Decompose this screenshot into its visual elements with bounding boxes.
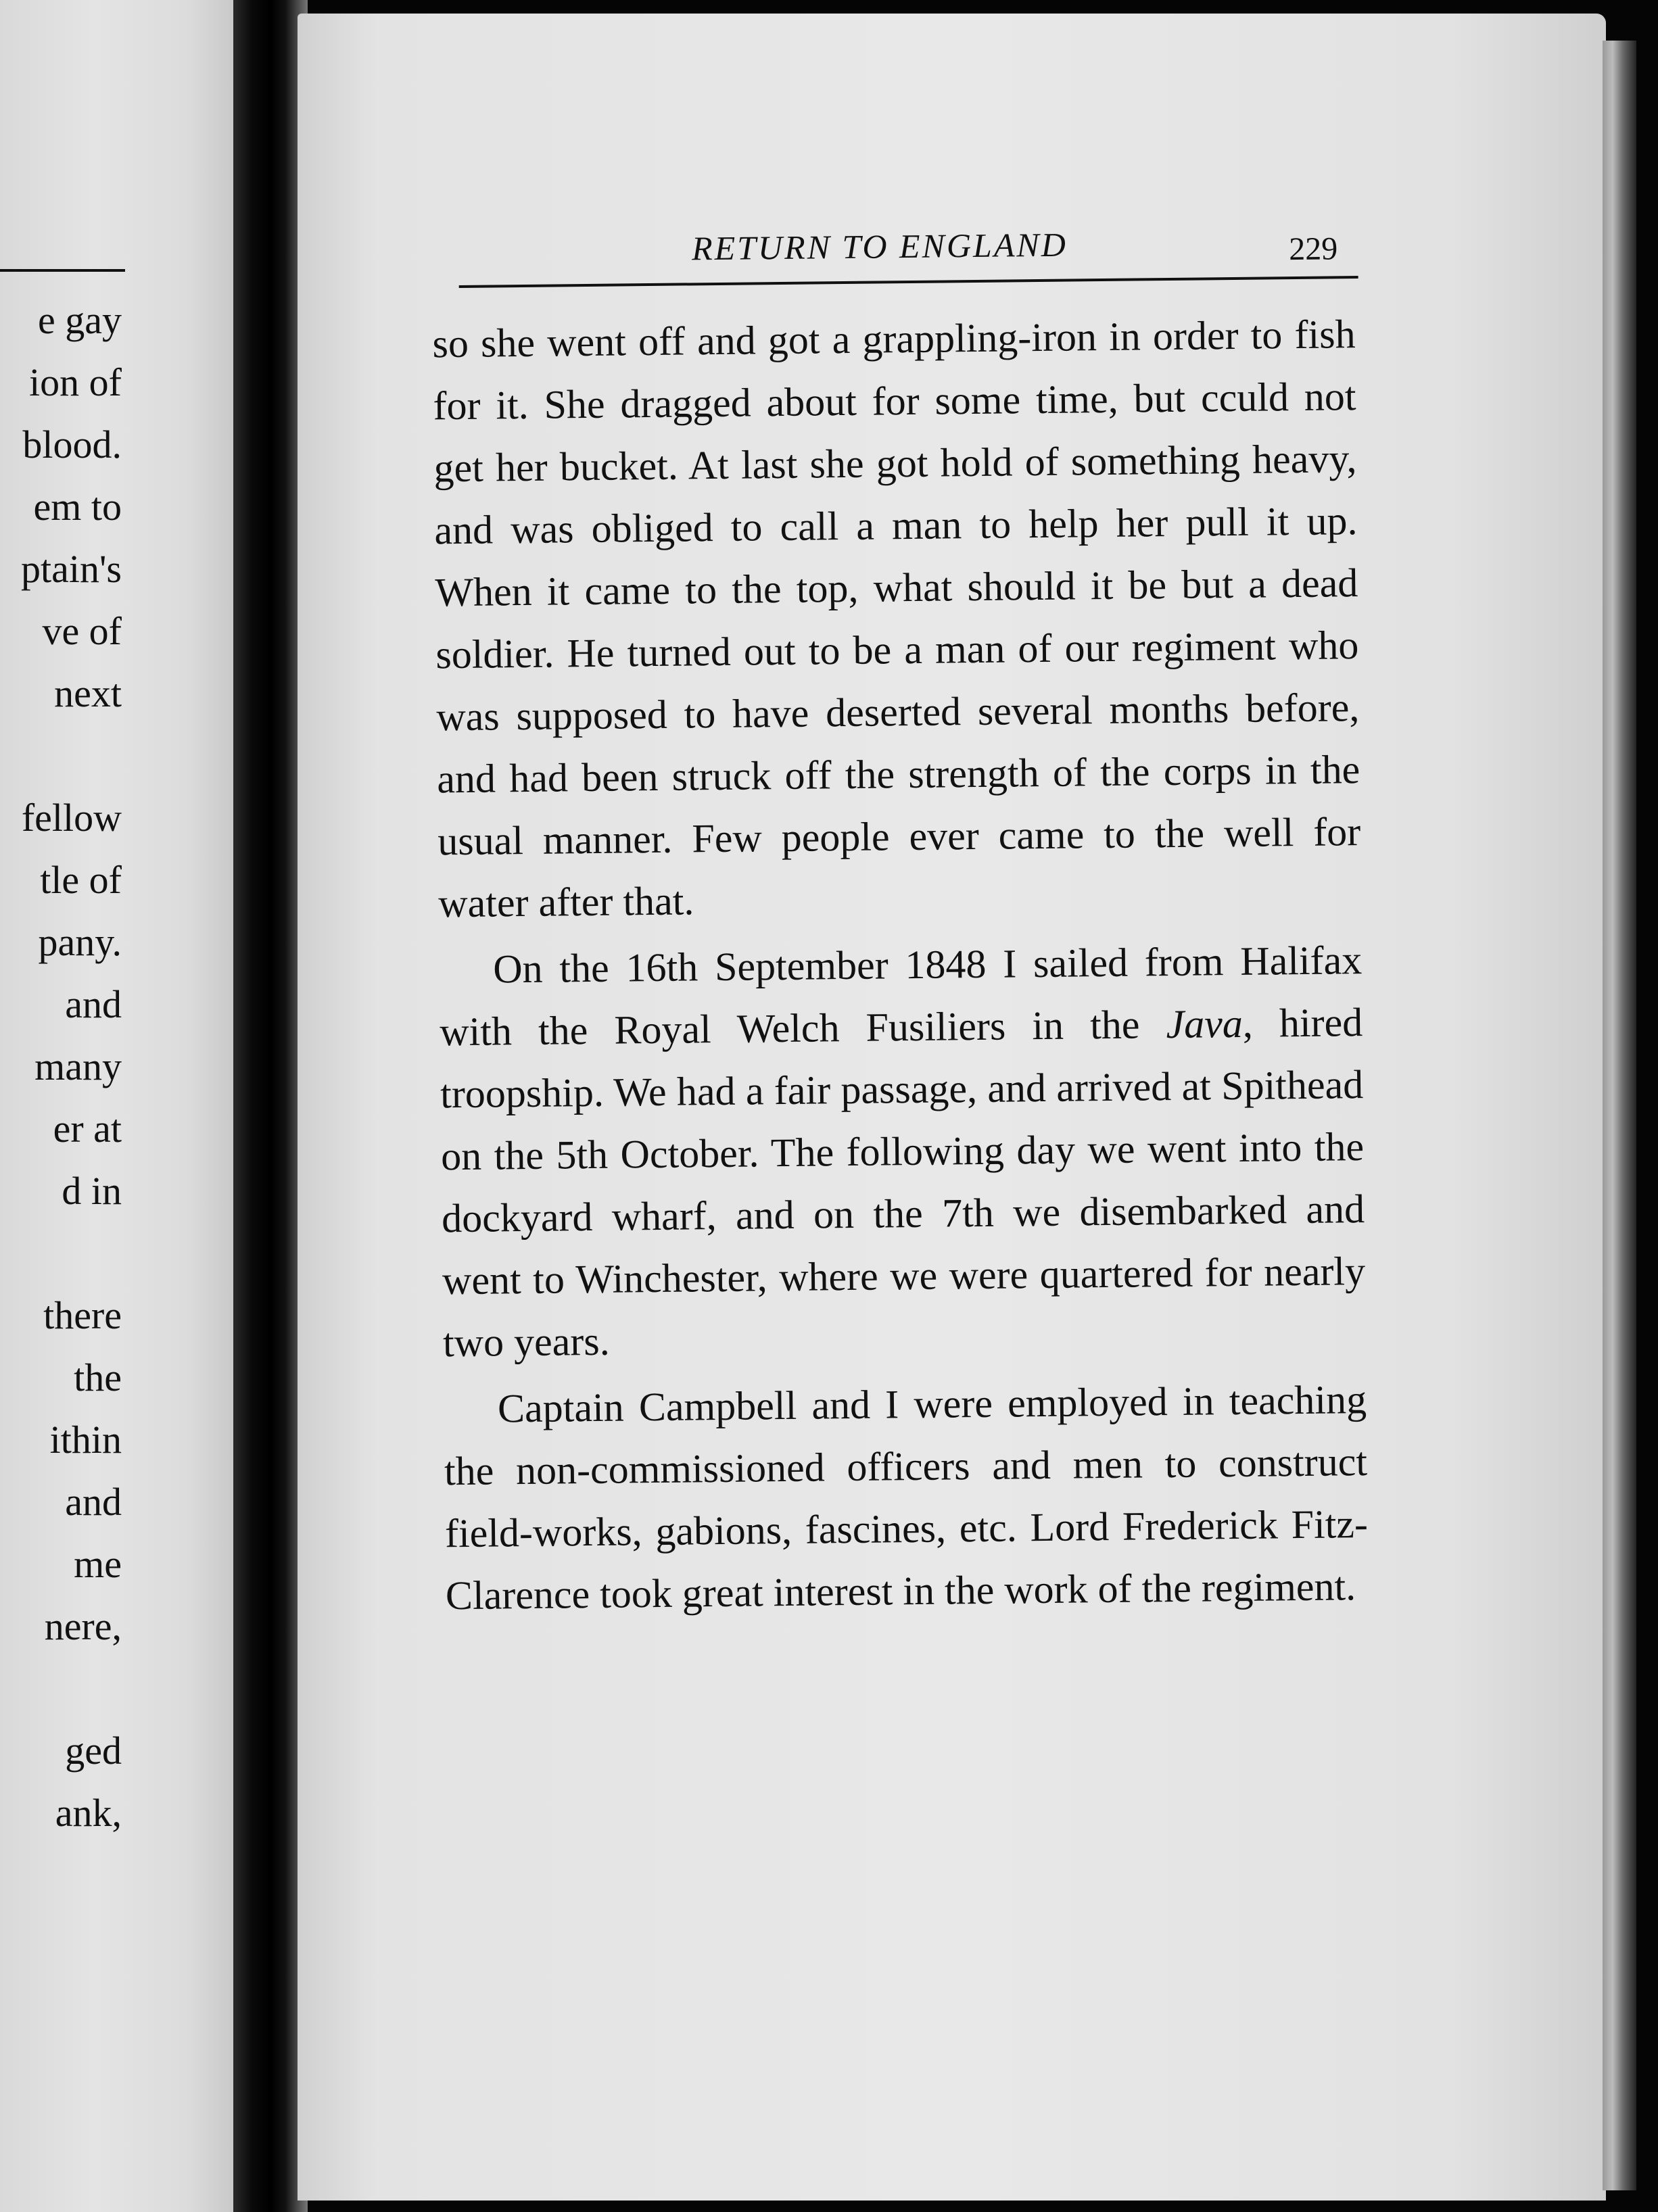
facing-line: ank, bbox=[55, 1791, 122, 1835]
facing-line: er at bbox=[53, 1107, 122, 1151]
running-header bbox=[458, 222, 1338, 285]
running-title: RETURN TO ENGLAND bbox=[691, 225, 1068, 268]
facing-line: there bbox=[43, 1293, 122, 1337]
body-text bbox=[432, 303, 1369, 1631]
facing-line: ged bbox=[65, 1729, 122, 1773]
facing-line: blood. bbox=[22, 423, 122, 466]
facing-line: and bbox=[65, 1480, 122, 1524]
facing-line: many bbox=[34, 1044, 122, 1088]
facing-line: e gay bbox=[38, 298, 122, 342]
facing-line: nere, bbox=[44, 1604, 122, 1648]
facing-line: d in bbox=[62, 1169, 122, 1213]
paragraph-text: , hired troopship. We had a fair passage, and arrived at Spithead on the 5th October. The following day we went into the dockyard wharf, and on the 7th we disembarked and went to Winchester, where we were quartered for nearly two years. bbox=[440, 1000, 1366, 1366]
facing-line: the bbox=[74, 1355, 122, 1399]
facing-line: and bbox=[65, 982, 122, 1026]
paragraph bbox=[439, 929, 1367, 1374]
facing-line: me bbox=[74, 1542, 122, 1586]
facing-line: next bbox=[54, 671, 122, 715]
ship-name: Java bbox=[1166, 1001, 1244, 1047]
paragraph-text: On the 16th September 1848 I sailed from Halifax with the Royal Welch Fusiliers in the bbox=[439, 938, 1363, 1055]
facing-line: ion of bbox=[29, 360, 122, 404]
facing-line: ithin bbox=[49, 1418, 122, 1462]
facing-line: fellow bbox=[21, 796, 122, 840]
paragraph: Captain Campbell and I were employed in teaching the non-commissioned officers and men to construct field-works, gabions, fascines, etc. Lord Frederick Fitz-Clarence took great interest in the work of the regiment. bbox=[444, 1377, 1369, 1618]
paragraph: so she went off and got a grappling-iron in order to fish for it. She dragged about for some time, but cculd not get her bucket. At last she got hold of something heavy, and was obliged to call a man to help her pull it up. When it came to the top, what should it be but a dead soldier. He turned out to be a man of our regiment who was supposed to have deserted several months before, and had been struck off the strength of the corps in the usual manner. Few people ever came to the well for water after that. bbox=[432, 312, 1361, 926]
facing-line: ve of bbox=[42, 609, 122, 653]
facing-line: tle of bbox=[40, 858, 122, 902]
facing-line: em to bbox=[33, 485, 122, 529]
page-number: 229 bbox=[1288, 231, 1338, 268]
facing-line: ptain's bbox=[21, 547, 122, 591]
facing-line: pany. bbox=[38, 920, 122, 964]
